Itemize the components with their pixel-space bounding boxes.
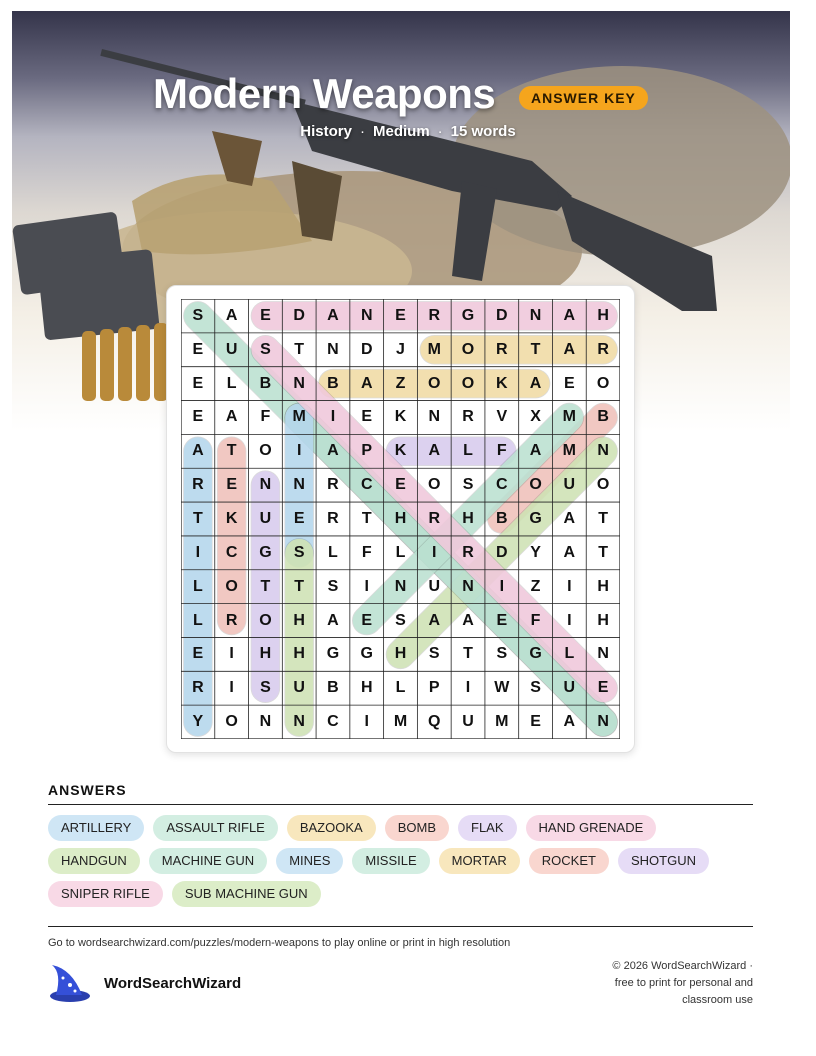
difficulty-label: Medium — [372, 123, 430, 140]
grid-cell[interactable]: M — [495, 713, 509, 731]
grid-cell[interactable]: E — [192, 408, 204, 426]
grid-cell[interactable]: I — [364, 713, 369, 731]
answer-chip: MACHINE GUN — [149, 848, 267, 874]
grid-cell[interactable]: S — [327, 577, 339, 595]
grid-cell[interactable]: B — [496, 509, 508, 527]
grid-cell[interactable]: A — [192, 442, 204, 460]
grid-cell[interactable]: E — [496, 611, 508, 629]
grid-cell[interactable]: M — [393, 713, 408, 731]
grid-cell[interactable]: Z — [395, 374, 406, 392]
grid-cell[interactable]: G — [326, 645, 340, 663]
grid-cell[interactable]: N — [394, 577, 407, 595]
grid-cell[interactable]: O — [259, 442, 272, 460]
grid-cell[interactable]: H — [597, 577, 609, 595]
grid-cell[interactable]: T — [226, 442, 237, 460]
answer-chip: SNIPER RIFLE — [48, 881, 163, 907]
grid-cell[interactable]: Q — [428, 713, 441, 731]
grid-cell[interactable]: L — [564, 645, 575, 663]
grid-cell[interactable]: S — [428, 645, 440, 663]
grid-cell[interactable]: D — [293, 306, 305, 324]
grid-cell[interactable]: E — [260, 306, 271, 324]
grid-cell[interactable]: R — [327, 476, 339, 494]
grid-cell[interactable]: T — [260, 577, 271, 595]
grid-cell[interactable]: H — [259, 645, 272, 663]
category-label: History — [300, 123, 352, 140]
grid-cell[interactable]: A — [563, 543, 576, 561]
grid-cell[interactable]: B — [327, 679, 339, 697]
grid-cell[interactable]: O — [428, 374, 441, 392]
grid-cell[interactable]: N — [597, 645, 609, 663]
grid-cell[interactable]: Y — [530, 543, 541, 561]
grid-cell[interactable]: U — [428, 577, 441, 595]
grid-cell[interactable]: U — [563, 679, 576, 697]
word-count-label: 15 words — [450, 123, 516, 140]
grid-cell[interactable]: S — [462, 476, 474, 494]
grid-cell[interactable]: K — [394, 408, 407, 426]
answers-list — [48, 815, 753, 907]
grid-cell[interactable]: I — [229, 679, 234, 697]
grid-cell[interactable]: H — [597, 306, 609, 324]
answer-chip: MORTAR — [439, 848, 520, 874]
grid-cell[interactable]: I — [229, 645, 234, 663]
grid-cell[interactable]: I — [364, 577, 369, 595]
grid-cell[interactable]: S — [192, 306, 204, 324]
grid-cell[interactable]: R — [192, 476, 204, 494]
grid-cell[interactable]: I — [195, 543, 201, 561]
grid-cell[interactable]: U — [259, 509, 272, 527]
wizard-hat-icon — [48, 963, 90, 1003]
grid-cell[interactable]: T — [361, 509, 372, 527]
grid-cell[interactable]: K — [496, 374, 508, 392]
grid-cell[interactable]: U — [563, 476, 576, 494]
grid-cell[interactable]: Z — [530, 577, 541, 595]
grid-cell[interactable]: R — [428, 509, 441, 527]
grid-cell[interactable]: O — [529, 476, 542, 494]
grid-cell[interactable]: X — [530, 408, 541, 426]
grid-cell[interactable]: T — [598, 543, 608, 561]
grid-cell[interactable]: E — [361, 408, 373, 426]
grid-cell[interactable]: I — [432, 543, 437, 561]
answer-chip: BAZOOKA — [287, 815, 376, 841]
grid-cell[interactable]: C — [327, 713, 339, 731]
grid-cell[interactable]: M — [427, 340, 441, 358]
answer-chip: FLAK — [458, 815, 517, 841]
grid-cell[interactable]: S — [260, 340, 271, 358]
grid-cell[interactable]: L — [395, 543, 406, 561]
grid-cell[interactable]: R — [496, 340, 508, 358]
grid-cell[interactable]: N — [293, 374, 305, 392]
grid-cell[interactable]: F — [530, 611, 541, 629]
grid-cell[interactable]: A — [462, 611, 474, 629]
grid-cell[interactable]: E — [226, 476, 237, 494]
grid-cell[interactable]: H — [293, 645, 305, 663]
grid-cell[interactable]: H — [293, 611, 305, 629]
grid-cell[interactable]: F — [361, 543, 372, 561]
grid-cell[interactable]: A — [360, 374, 373, 392]
grid-cell[interactable]: A — [225, 306, 238, 324]
grid-cell[interactable]: R — [462, 408, 474, 426]
copyright-line: classroom use — [682, 994, 753, 1006]
copyright-line: © 2026 WordSearchWizard · — [612, 960, 753, 972]
grid-cell[interactable]: K — [394, 442, 407, 460]
grid-cell[interactable]: N — [327, 340, 339, 358]
footer-link[interactable]: Go to wordsearchwizard.com/puzzles/modern-weapons to play online or print in high resolution — [48, 937, 511, 949]
grid-cell[interactable]: H — [394, 509, 407, 527]
grid-cell[interactable]: A — [529, 374, 542, 392]
grid-cell[interactable]: S — [496, 645, 508, 663]
answer-chip: HAND GRENADE — [526, 815, 657, 841]
grid-cell[interactable]: A — [563, 306, 576, 324]
grid-cell[interactable]: U — [225, 340, 238, 358]
grid-cell[interactable]: M — [562, 408, 576, 426]
grid-cell[interactable]: A — [327, 306, 339, 324]
grid-cell[interactable]: Y — [192, 713, 204, 731]
answer-chip: ARTILLERY — [48, 815, 144, 841]
grid-cell[interactable]: T — [463, 645, 473, 663]
grid-cell[interactable]: C — [225, 543, 238, 561]
grid-cell[interactable]: S — [530, 679, 541, 697]
grid-cell[interactable]: O — [225, 577, 238, 595]
grid-cell[interactable]: A — [327, 611, 339, 629]
grid-cell[interactable]: R — [327, 509, 339, 527]
grid-cell[interactable]: L — [192, 611, 203, 629]
grid-cell[interactable]: N — [462, 577, 474, 595]
grid-cell[interactable]: A — [428, 611, 441, 629]
grid-cell[interactable]: P — [428, 679, 440, 697]
grid-cell[interactable]: E — [361, 611, 373, 629]
grid-cell[interactable]: G — [259, 543, 272, 561]
grid-cell[interactable]: P — [361, 442, 373, 460]
grid-cell[interactable]: W — [494, 679, 510, 697]
grid-cell[interactable]: R — [428, 306, 441, 324]
grid-cell[interactable]: H — [462, 509, 474, 527]
grid-cell[interactable]: O — [428, 476, 441, 494]
grid-cell[interactable]: S — [260, 679, 271, 697]
grid-cell[interactable]: A — [563, 509, 576, 527]
grid-cell[interactable]: R — [462, 543, 474, 561]
answer-key-badge: ANSWER KEY — [519, 86, 648, 110]
grid-cell[interactable]: M — [562, 442, 576, 460]
grid-cell[interactable]: H — [394, 645, 407, 663]
grid-cell[interactable]: O — [596, 476, 610, 494]
grid-cell[interactable]: I — [567, 577, 572, 595]
grid-cell[interactable]: G — [360, 645, 373, 663]
grid-cell[interactable]: N — [529, 306, 542, 324]
answers-heading: ANSWERS — [48, 782, 127, 798]
grid-cell[interactable]: B — [597, 408, 609, 426]
copyright — [583, 958, 753, 1009]
grid-cell[interactable]: R — [225, 611, 238, 629]
grid-cell[interactable]: L — [328, 543, 338, 561]
copyright-line: free to print for personal and — [614, 977, 753, 989]
grid-cell[interactable]: O — [461, 340, 475, 358]
grid-cell[interactable]: L — [192, 577, 203, 595]
grid-cell[interactable]: G — [529, 509, 542, 527]
grid-cell[interactable]: E — [564, 374, 575, 392]
grid-cell[interactable]: J — [396, 340, 405, 358]
grid-cell[interactable]: H — [597, 611, 609, 629]
meta-separator: · — [437, 123, 443, 140]
grid-cell[interactable]: B — [259, 374, 272, 392]
answer-chip: SHOTGUN — [618, 848, 709, 874]
grid-cell[interactable]: T — [294, 340, 305, 358]
page-title: Modern Weapons — [153, 70, 496, 117]
answer-chip: HANDGUN — [48, 848, 140, 874]
grid-cell[interactable]: I — [465, 679, 471, 697]
grid-cell[interactable]: A — [428, 442, 441, 460]
grid-cell[interactable]: B — [327, 374, 339, 392]
grid-cell[interactable]: L — [226, 374, 237, 392]
grid-cell[interactable]: F — [260, 408, 271, 426]
grid-cell[interactable]: S — [395, 611, 406, 629]
grid-cell[interactable]: T — [192, 509, 203, 527]
grid-cell[interactable]: E — [192, 645, 204, 663]
brand[interactable] — [48, 963, 241, 1003]
grid-cell[interactable]: R — [597, 340, 609, 358]
grid-cell[interactable]: E — [192, 374, 204, 392]
grid-cell[interactable]: I — [330, 408, 336, 426]
grid-cell[interactable]: E — [192, 340, 204, 358]
grid-cell[interactable]: T — [598, 509, 608, 527]
grid-cell[interactable]: G — [529, 645, 542, 663]
grid-cell[interactable]: I — [499, 577, 505, 595]
grid-cell[interactable]: N — [293, 476, 305, 494]
grid-cell[interactable]: C — [360, 476, 373, 494]
grid-cell[interactable]: E — [293, 509, 305, 527]
answer-chip: ROCKET — [529, 848, 609, 874]
brand-name: WordSearchWizard — [104, 974, 242, 992]
grid-cell[interactable]: S — [293, 543, 305, 561]
grid-cell[interactable]: N — [259, 476, 272, 494]
grid-cell[interactable]: U — [293, 679, 305, 697]
answer-chip: ASSAULT RIFLE — [153, 815, 278, 841]
grid-cell[interactable]: A — [529, 442, 542, 460]
grid-cell[interactable]: N — [293, 713, 305, 731]
grid-cell[interactable]: O — [596, 374, 610, 392]
grid-cell[interactable]: T — [530, 340, 541, 358]
grid-cell[interactable]: A — [225, 408, 238, 426]
puzzle-meta — [0, 123, 816, 140]
grid-cell[interactable]: N — [597, 713, 609, 731]
grid-cell[interactable]: M — [292, 408, 306, 426]
meta-separator: · — [359, 123, 365, 140]
grid-cell[interactable]: F — [496, 442, 507, 460]
answer-chip: MINES — [276, 848, 343, 874]
grid-cell[interactable]: A — [563, 713, 576, 731]
footer-divider — [48, 926, 753, 927]
grid-cell[interactable]: O — [259, 611, 272, 629]
grid-cell[interactable]: H — [360, 679, 373, 697]
grid-cell[interactable]: A — [327, 442, 339, 460]
answers-divider — [48, 804, 753, 805]
grid-cell[interactable]: R — [192, 679, 204, 697]
letter-grid — [181, 299, 620, 739]
grid-cell[interactable]: D — [360, 340, 373, 358]
grid-cell[interactable]: L — [395, 679, 406, 697]
grid-cell[interactable]: U — [462, 713, 474, 731]
grid-cell[interactable]: N — [597, 442, 609, 460]
grid-cell[interactable]: I — [567, 611, 572, 629]
grid-cell[interactable]: O — [461, 374, 475, 392]
grid-cell[interactable]: E — [395, 306, 406, 324]
grid-cell[interactable]: E — [395, 476, 406, 494]
grid-cell[interactable]: A — [563, 340, 576, 358]
grid-cell[interactable]: E — [597, 679, 609, 697]
answer-chip: SUB MACHINE GUN — [172, 881, 321, 907]
grid-cell[interactable]: K — [225, 509, 238, 527]
answer-chip: BOMB — [385, 815, 449, 841]
grid-cell[interactable]: T — [294, 577, 305, 595]
grid-cell[interactable]: D — [496, 306, 508, 324]
grid-cell[interactable]: N — [259, 713, 272, 731]
grid-cell[interactable]: V — [496, 408, 508, 426]
grid-cell[interactable]: O — [225, 713, 238, 731]
grid-cell[interactable]: I — [296, 442, 302, 460]
grid-cell[interactable]: N — [360, 306, 373, 324]
answer-chip: MISSILE — [352, 848, 429, 874]
grid-cell[interactable]: N — [428, 408, 441, 426]
grid-cell[interactable]: L — [463, 442, 473, 460]
grid-cell[interactable]: D — [496, 543, 508, 561]
grid-cell[interactable]: G — [461, 306, 475, 324]
grid-cell[interactable]: C — [496, 476, 508, 494]
grid-cell[interactable]: E — [530, 713, 541, 731]
